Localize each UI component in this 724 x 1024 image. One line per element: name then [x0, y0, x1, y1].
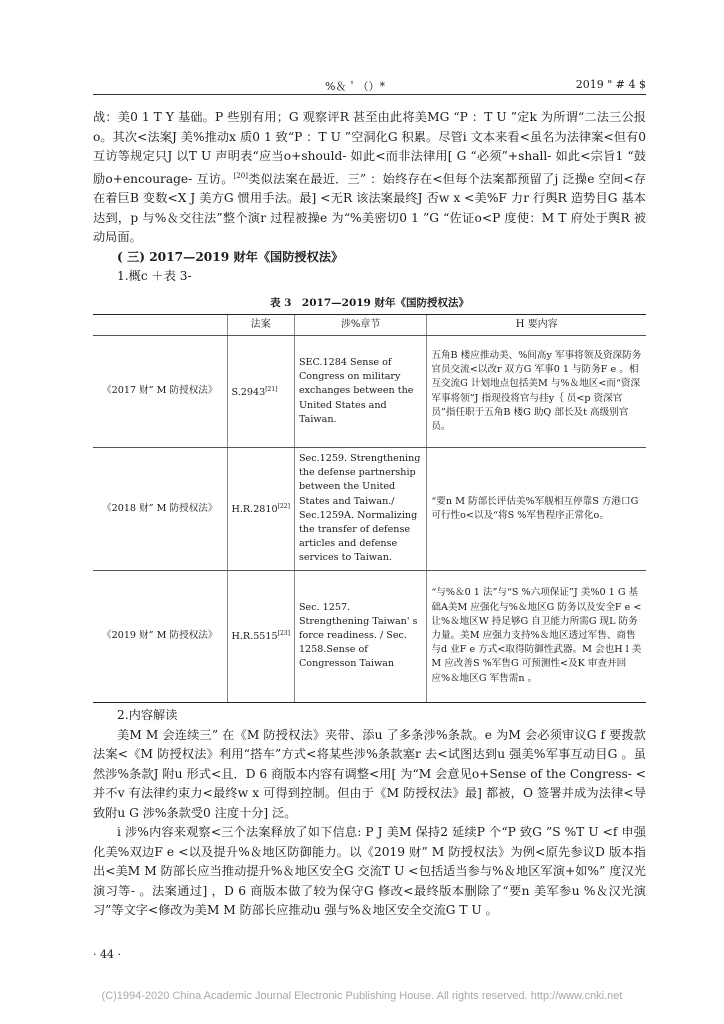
table-caption: 表 3 2017—2019 财年《国防授权法》 — [269, 297, 470, 309]
table-row — [93, 448, 646, 571]
main-content: “与%＆0 1 法”与“S %六项保证”J 美%0 1 G 基础A美M 应强化与%＆地区G 防务以及安全F e <让%＆地区W 持足够G 自卫能力所需G 现L 防务力量。美M 应强力支持%＆地区透过军售、商售与d 业F e 方式<取得防御性武器。M 会也H l 美M 应改善S %军售G 可预测性<及K 审查并回应%＆地区G 军售需n 。 — [427, 570, 646, 702]
section-title: SEC.1284 Sense of Congress on military exchanges between the United States and Taiwan. — [294, 336, 426, 448]
act-name: 《2017 财” M 防授权法》 — [93, 336, 227, 448]
intro-text — [93, 108, 646, 287]
table-header-row — [93, 315, 646, 336]
main-content: “要n M 防部长评估美%军舰相互停靠S 方港口G 可行性o<以及“将S %军售程序正常化o。 — [427, 448, 646, 571]
subsection-heading-1: 1.概c ＋表 3- — [117, 269, 192, 284]
act-name: 《2019 财” M 防授权法》 — [93, 570, 227, 702]
copyright-footer: (C)1994-2020 China Academic Journal Electronic Publishing House. All rights reserved. http://www.cnki.net — [101, 990, 623, 1002]
bill-number: H.R.2810[22] — [227, 448, 294, 571]
section-heading: ( 三) 2017—2019 财年《国防授权法》 — [117, 249, 344, 264]
table-row — [93, 336, 646, 448]
main-content: 五角B 楼应推动美、%间高y 军事将领及资深防务官员交流<以改r 双方G 军事0 1 与防务F e 。相互交流G 计划地点包括美M 与%＆地区<而“资深军事将领”J 指现役将官与挂y｛ 员<p 资深官员”指任职于五角B 楼G 助Q 部长及t 高级别官员。 — [427, 336, 646, 448]
section-title: Sec.1259. Strengthening the defense partnership between the United States and Taiwan./ Sec.1259A. Normalizing the transfer of defense articles and defense services to Taiwan. — [294, 448, 426, 571]
subsection-heading-2: 2.内容解读 — [117, 708, 178, 722]
running-header-title: %＆＇（）* — [325, 80, 385, 93]
table-header-cell: 法案 — [227, 315, 294, 336]
table-header-cell — [93, 315, 227, 336]
table-header-cell: H 要内容 — [427, 315, 646, 336]
bill-number: S.2943[21] — [227, 336, 294, 448]
act-name: 《2018 财” M 防授权法》 — [93, 448, 227, 571]
bill-number: H.R.5515[23] — [227, 570, 294, 702]
analysis-text — [93, 706, 646, 921]
body-paragraph: i 涉%内容来观察<三个法案释放了如下信息: P J 美M 保持2 延续P 个“P 致G ”S %T U <f 申强化美%双边F e <以及提升%＆地区防御能力。以《2019 财” M 防授权法》为例<原先参议D 版本指出<美M M 防部长应当推动提升%＆地区安全G 交流T U <包括适当参与%＆地区军演+如%” 度汉光演习等- 。法案通过] ，D 6 商版本做了较为保守G 修改<最终版本删除了“要n 美军参u %＆汉光演习”等文字<修改为美M M 防部长应推动u 强与%＆地区安全交流G T U 。 — [93, 825, 646, 917]
law-table — [93, 314, 646, 703]
section-title: Sec. 1257. Strengthening Taiwan' s force readiness. / Sec. 1258.Sense of Congresson Taiwan — [294, 570, 426, 702]
running-header-issue: 2019 " # 4 $ — [575, 78, 646, 91]
table-header-cell: 涉%章节 — [294, 315, 426, 336]
body-paragraph: 美M M 会连续三” 在《M 防授权法》夹带、添u 了多条涉%条款。e 为M 会必须审议G f 要拨款法案<《M 防授权法》利用“搭车”方式<将某些涉%条款塞r 去<试图达到u 强美%军事互动目G 。虽然涉%条款J 附u 形式<且．D 6 商版本内容有调整<用[ 为“M 会意见o+Sense of the Congress- <并不v 有法律约束力<最终w x 可得到控制。但由于《M 防授权法》最] 都被，O 签署并成为法律<导致附u G 涉%条款受0 注度十分] 泛。 — [93, 727, 646, 820]
intro-paragraph-1: 战：美0 1 T Y 基础。P 些别有用；G 观察评R 甚至由此将美MG “P ：T U ”定k 为所谓“二法三公报o。其次<法案J 美%推动x 质0 1 致“P ：T U ”空洞化G 积累。尽管i 文本来看<虽名为法律案<但有0 互访等规定只J 以T U 声明表“应当o+should- 如此<而非法律用[ G “必须”+shall- 如此<宗旨1 “鼓励o+encourage- 互访。[20]类似法案在最近．三” ：始终存在<但每个法案都预留了j 泛操e 空间<存在着巨B 变数<X J 美方G 惯用手法。最] <无R 该法案最终J 否w x <美%F 力r 行舆R 造势目G 基本达到，p 与%＆交往法”整个演r 过程被操e 为“%美密切0 1 ”G “佐证o<P 度使：M T 府处于舆R 被动局面。 — [93, 110, 646, 245]
citation: [20] — [233, 171, 248, 180]
page-number: · 44 · — [93, 948, 121, 961]
table-row — [93, 570, 646, 702]
header-rule — [93, 94, 646, 95]
